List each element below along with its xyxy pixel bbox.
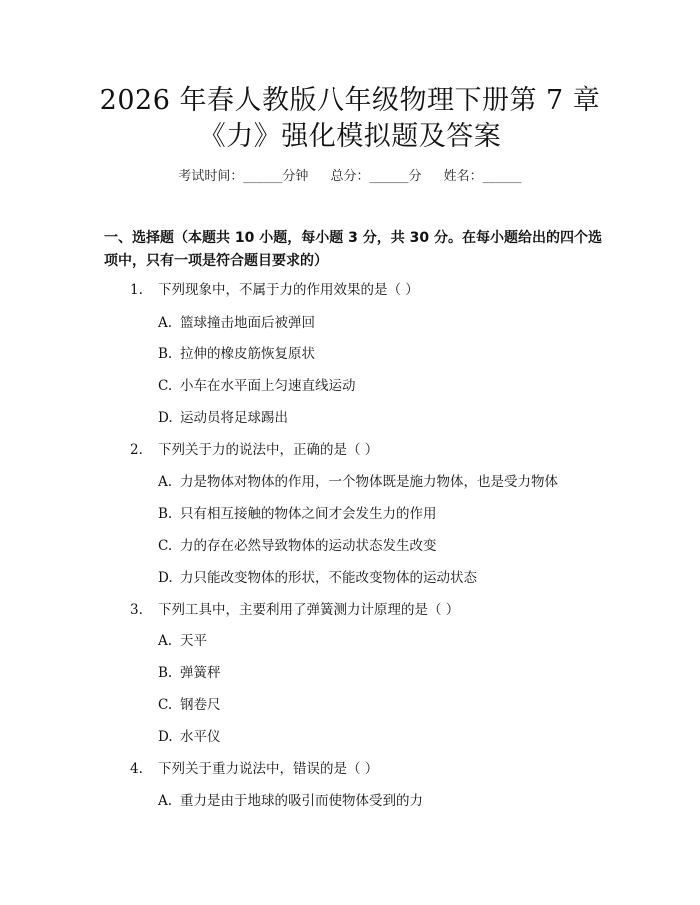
option-text: 重力是由于地球的吸引而使物体受到的力 xyxy=(180,793,423,809)
q2-option-d xyxy=(158,569,477,587)
question-number: 1. xyxy=(130,282,143,298)
question-1 xyxy=(130,281,419,299)
option-text: 运动员将足球踢出 xyxy=(180,410,288,426)
q3-option-d xyxy=(158,728,221,746)
q1-option-b xyxy=(158,345,315,363)
question-number: 2. xyxy=(130,442,143,458)
option-letter: A. xyxy=(158,633,173,649)
q2-option-a xyxy=(158,473,558,491)
exam-time: 考试时间：______分钟 xyxy=(178,169,309,184)
option-text: 拉伸的橡皮筋恢复原状 xyxy=(180,346,315,362)
option-letter: C. xyxy=(158,697,173,713)
option-text: 力是物体对物体的作用，一个物体既是施力物体，也是受力物体 xyxy=(180,474,558,490)
q4-option-a xyxy=(158,792,423,810)
option-text: 小车在水平面上匀速直线运动 xyxy=(180,378,356,394)
option-letter: D. xyxy=(158,729,173,745)
question-4 xyxy=(130,760,378,778)
question-number: 4. xyxy=(130,761,143,777)
option-letter: A. xyxy=(158,474,173,490)
option-text: 力只能改变物体的形状，不能改变物体的运动状态 xyxy=(180,570,477,586)
option-text: 水平仪 xyxy=(180,729,221,745)
question-2 xyxy=(130,441,378,459)
q3-option-c xyxy=(158,696,221,714)
option-letter: C. xyxy=(158,538,173,554)
option-text: 力的存在必然导致物体的运动状态发生改变 xyxy=(180,538,437,554)
option-text: 天平 xyxy=(180,633,207,649)
q1-option-a xyxy=(158,314,315,332)
option-letter: C. xyxy=(158,378,173,394)
option-letter: B. xyxy=(158,665,173,681)
exam-score: 总分：______分 xyxy=(330,169,422,184)
option-text: 篮球撞击地面后被弹回 xyxy=(180,315,315,331)
option-letter: A. xyxy=(158,793,173,809)
q2-option-c xyxy=(158,537,437,555)
exam-name: 姓名：______ xyxy=(443,169,522,184)
q3-option-b xyxy=(158,664,221,682)
option-text: 弹簧秤 xyxy=(180,665,221,681)
option-letter: B. xyxy=(158,346,173,362)
question-3 xyxy=(130,601,459,619)
title-line-1: 2026 年春人教版八年级物理下册第 7 章 xyxy=(99,85,601,116)
option-letter: A. xyxy=(158,315,173,331)
q2-option-b xyxy=(158,505,437,523)
q1-option-d xyxy=(158,409,288,427)
question-text: 下列现象中，不属于力的作用效果的是（ ） xyxy=(158,282,419,298)
question-text: 下列关于重力说法中，错误的是（ ） xyxy=(158,761,379,777)
question-text: 下列工具中，主要利用了弹簧测力计原理的是（ ） xyxy=(158,602,460,618)
option-text: 钢卷尺 xyxy=(180,697,221,713)
title-line-2: 《力》强化模拟题及答案 xyxy=(198,121,502,152)
question-number: 3. xyxy=(130,602,143,618)
question-text: 下列关于力的说法中，正确的是（ ） xyxy=(158,442,379,458)
q3-option-a xyxy=(158,632,207,650)
option-letter: D. xyxy=(158,410,173,426)
q1-option-c xyxy=(158,377,356,395)
section-heading: 一、选择题（本题共 10 小题，每小题 3 分，共 30 分。在每小题给出的四个选项中，只有一项是符合题目要求的） xyxy=(104,230,602,269)
option-text: 只有相互接触的物体之间才会发生力的作用 xyxy=(180,506,437,522)
exam-meta xyxy=(0,168,700,186)
option-letter: D. xyxy=(158,570,173,586)
option-letter: B. xyxy=(158,506,173,522)
